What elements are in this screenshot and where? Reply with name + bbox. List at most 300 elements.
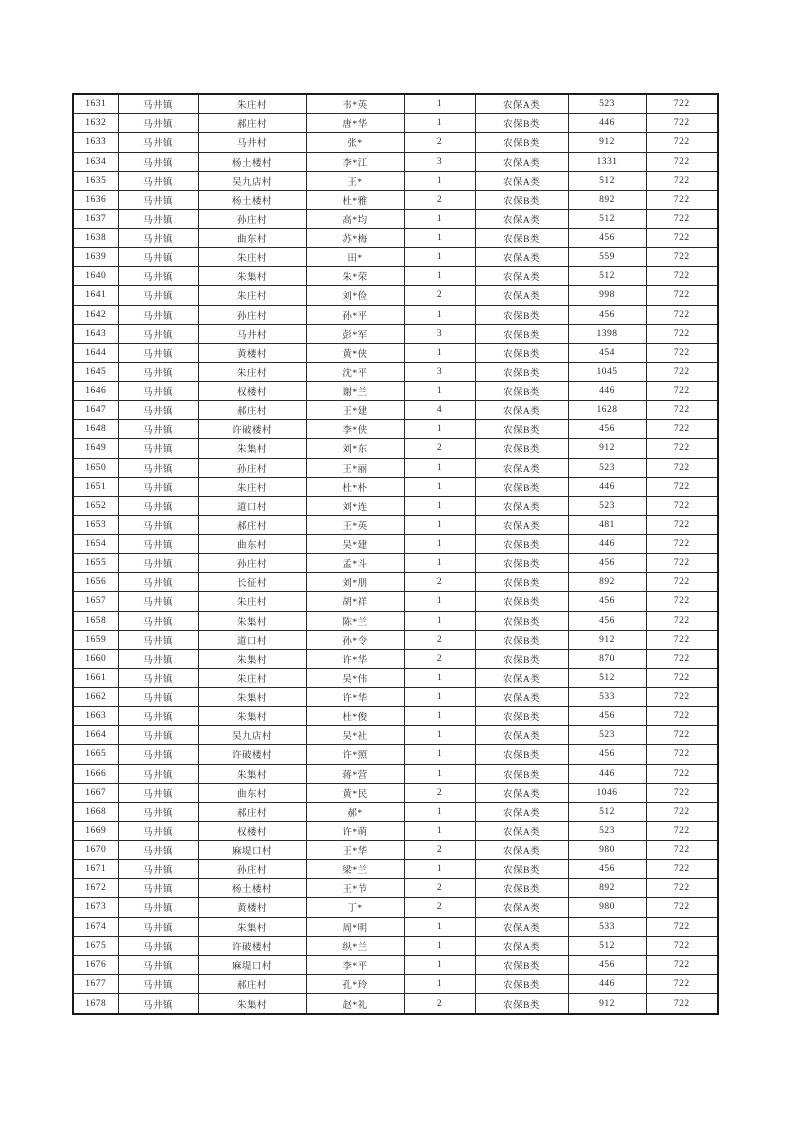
cell-standard: 722: [646, 611, 718, 630]
cell-serial: 1640: [73, 267, 118, 286]
table-row: [73, 114, 718, 133]
table-row: [73, 286, 718, 305]
cell-village: 朱集村: [198, 917, 306, 936]
cell-count: 1: [404, 745, 475, 764]
cell-standard: 722: [646, 362, 718, 381]
cell-name: 黄*侠: [306, 343, 404, 362]
cell-serial: 1658: [73, 611, 118, 630]
cell-count: 2: [404, 898, 475, 917]
cell-serial: 1654: [73, 535, 118, 554]
cell-amount: 456: [568, 592, 646, 611]
cell-name: 朱*荣: [306, 267, 404, 286]
cell-name: 李*侠: [306, 420, 404, 439]
cell-count: 3: [404, 324, 475, 343]
cell-town: 马井镇: [118, 286, 198, 305]
cell-name: 许*华: [306, 649, 404, 668]
cell-category: 农保B类: [475, 133, 568, 152]
cell-name: 许*照: [306, 745, 404, 764]
cell-category: 农保A类: [475, 821, 568, 840]
cell-standard: 722: [646, 649, 718, 668]
cell-standard: 722: [646, 439, 718, 458]
cell-name: 刘*俭: [306, 286, 404, 305]
cell-name: 苏*梅: [306, 229, 404, 248]
cell-town: 马井镇: [118, 171, 198, 190]
cell-amount: 998: [568, 286, 646, 305]
cell-name: 王*: [306, 171, 404, 190]
cell-category: 农保A类: [475, 841, 568, 860]
cell-name: 郝*: [306, 802, 404, 821]
cell-amount: 512: [568, 209, 646, 228]
cell-serial: 1653: [73, 515, 118, 534]
cell-town: 马井镇: [118, 382, 198, 401]
cell-amount: 523: [568, 726, 646, 745]
table-row: [73, 860, 718, 879]
cell-serial: 1673: [73, 898, 118, 917]
cell-count: 1: [404, 209, 475, 228]
cell-village: 马井村: [198, 133, 306, 152]
cell-name: 梁*兰: [306, 860, 404, 879]
cell-town: 马井镇: [118, 726, 198, 745]
cell-standard: 722: [646, 286, 718, 305]
cell-serial: 1643: [73, 324, 118, 343]
cell-town: 马井镇: [118, 133, 198, 152]
cell-count: 1: [404, 974, 475, 993]
cell-serial: 1670: [73, 841, 118, 860]
cell-amount: 1046: [568, 783, 646, 802]
cell-amount: 446: [568, 114, 646, 133]
cell-name: 吴*伟: [306, 668, 404, 687]
cell-amount: 912: [568, 439, 646, 458]
cell-standard: 722: [646, 420, 718, 439]
cell-category: 农保A类: [475, 917, 568, 936]
cell-village: 杨土楼村: [198, 152, 306, 171]
table-row: [73, 477, 718, 496]
cell-village: 朱集村: [198, 649, 306, 668]
cell-village: 朱集村: [198, 707, 306, 726]
cell-count: 2: [404, 879, 475, 898]
cell-village: 杨土楼村: [198, 879, 306, 898]
cell-standard: 722: [646, 496, 718, 515]
cell-serial: 1660: [73, 649, 118, 668]
cell-count: 2: [404, 133, 475, 152]
cell-serial: 1650: [73, 458, 118, 477]
cell-count: 1: [404, 917, 475, 936]
cell-standard: 722: [646, 821, 718, 840]
cell-category: 农保B类: [475, 114, 568, 133]
cell-amount: 456: [568, 229, 646, 248]
cell-serial: 1632: [73, 114, 118, 133]
cell-town: 马井镇: [118, 267, 198, 286]
cell-name: 王*英: [306, 515, 404, 534]
table-row: [73, 898, 718, 917]
table-row: [73, 305, 718, 324]
cell-count: 2: [404, 841, 475, 860]
cell-amount: 523: [568, 496, 646, 515]
cell-serial: 1631: [73, 94, 118, 114]
cell-amount: 523: [568, 458, 646, 477]
cell-standard: 722: [646, 764, 718, 783]
cell-category: 农保B类: [475, 305, 568, 324]
cell-serial: 1677: [73, 974, 118, 993]
table-row: [73, 362, 718, 381]
cell-serial: 1667: [73, 783, 118, 802]
cell-standard: 722: [646, 879, 718, 898]
cell-serial: 1644: [73, 343, 118, 362]
cell-name: 杜*俊: [306, 707, 404, 726]
cell-town: 马井镇: [118, 745, 198, 764]
table-row: [73, 382, 718, 401]
cell-town: 马井镇: [118, 535, 198, 554]
cell-amount: 446: [568, 974, 646, 993]
cell-serial: 1634: [73, 152, 118, 171]
cell-village: 朱集村: [198, 688, 306, 707]
cell-category: 农保B类: [475, 535, 568, 554]
cell-village: 朱集村: [198, 764, 306, 783]
cell-village: 权楼村: [198, 821, 306, 840]
cell-standard: 722: [646, 592, 718, 611]
cell-town: 马井镇: [118, 190, 198, 209]
cell-amount: 533: [568, 688, 646, 707]
table-row: [73, 267, 718, 286]
cell-name: 王*华: [306, 841, 404, 860]
cell-amount: 456: [568, 305, 646, 324]
cell-count: 1: [404, 343, 475, 362]
cell-amount: 533: [568, 917, 646, 936]
cell-town: 马井镇: [118, 841, 198, 860]
cell-town: 马井镇: [118, 458, 198, 477]
cell-village: 朱集村: [198, 611, 306, 630]
cell-category: 农保B类: [475, 382, 568, 401]
table-row: [73, 726, 718, 745]
cell-amount: 1398: [568, 324, 646, 343]
cell-standard: 722: [646, 955, 718, 974]
cell-amount: 523: [568, 821, 646, 840]
cell-name: 王*建: [306, 401, 404, 420]
cell-town: 马井镇: [118, 955, 198, 974]
cell-standard: 722: [646, 707, 718, 726]
cell-village: 孙庄村: [198, 458, 306, 477]
cell-standard: 722: [646, 152, 718, 171]
table-row: [73, 745, 718, 764]
cell-name: 唐*华: [306, 114, 404, 133]
cell-name: 王*节: [306, 879, 404, 898]
cell-town: 马井镇: [118, 248, 198, 267]
cell-category: 农保B类: [475, 229, 568, 248]
cell-category: 农保B类: [475, 974, 568, 993]
cell-amount: 512: [568, 802, 646, 821]
cell-count: 1: [404, 764, 475, 783]
cell-village: 道口村: [198, 630, 306, 649]
cell-village: 曲东村: [198, 229, 306, 248]
cell-village: 郝庄村: [198, 114, 306, 133]
table-row: [73, 573, 718, 592]
cell-amount: 512: [568, 267, 646, 286]
cell-town: 马井镇: [118, 649, 198, 668]
cell-standard: 722: [646, 171, 718, 190]
cell-name: 黄*民: [306, 783, 404, 802]
cell-town: 马井镇: [118, 936, 198, 955]
cell-standard: 722: [646, 573, 718, 592]
cell-count: 1: [404, 936, 475, 955]
cell-amount: 1628: [568, 401, 646, 420]
cell-town: 马井镇: [118, 802, 198, 821]
cell-amount: 454: [568, 343, 646, 362]
cell-count: 1: [404, 458, 475, 477]
cell-town: 马井镇: [118, 343, 198, 362]
cell-count: 1: [404, 554, 475, 573]
table-row: [73, 649, 718, 668]
cell-town: 马井镇: [118, 688, 198, 707]
cell-village: 杨土楼村: [198, 190, 306, 209]
cell-amount: 892: [568, 879, 646, 898]
cell-category: 农保A类: [475, 802, 568, 821]
cell-town: 马井镇: [118, 324, 198, 343]
cell-category: 农保B类: [475, 477, 568, 496]
cell-amount: 512: [568, 668, 646, 687]
table-row: [73, 611, 718, 630]
cell-name: 谢*兰: [306, 382, 404, 401]
cell-category: 农保B类: [475, 649, 568, 668]
cell-amount: 456: [568, 611, 646, 630]
cell-serial: 1647: [73, 401, 118, 420]
cell-count: 1: [404, 611, 475, 630]
cell-village: 朱庄村: [198, 248, 306, 267]
cell-count: 3: [404, 362, 475, 381]
cell-serial: 1651: [73, 477, 118, 496]
cell-category: 农保B类: [475, 362, 568, 381]
cell-name: 孟*斗: [306, 554, 404, 573]
cell-amount: 512: [568, 936, 646, 955]
cell-standard: 722: [646, 229, 718, 248]
cell-name: 杜*雅: [306, 190, 404, 209]
cell-village: 朱庄村: [198, 362, 306, 381]
cell-standard: 722: [646, 382, 718, 401]
cell-standard: 722: [646, 267, 718, 286]
cell-serial: 1666: [73, 764, 118, 783]
cell-town: 马井镇: [118, 515, 198, 534]
cell-town: 马井镇: [118, 764, 198, 783]
cell-category: 农保B类: [475, 439, 568, 458]
cell-count: 1: [404, 114, 475, 133]
cell-standard: 722: [646, 554, 718, 573]
cell-count: 1: [404, 955, 475, 974]
cell-village: 孙庄村: [198, 305, 306, 324]
cell-serial: 1639: [73, 248, 118, 267]
cell-standard: 722: [646, 248, 718, 267]
cell-name: 蒋*营: [306, 764, 404, 783]
cell-village: 孙庄村: [198, 554, 306, 573]
table-row: [73, 458, 718, 477]
cell-count: 2: [404, 286, 475, 305]
cell-category: 农保A类: [475, 248, 568, 267]
table-row: [73, 917, 718, 936]
cell-town: 马井镇: [118, 879, 198, 898]
cell-village: 许破楼村: [198, 420, 306, 439]
cell-town: 马井镇: [118, 362, 198, 381]
table-row: [73, 994, 718, 1014]
cell-serial: 1661: [73, 668, 118, 687]
table-row: [73, 152, 718, 171]
table-row: [73, 936, 718, 955]
cell-standard: 722: [646, 898, 718, 917]
cell-count: 1: [404, 592, 475, 611]
cell-count: 1: [404, 420, 475, 439]
cell-name: 韦*英: [306, 94, 404, 114]
cell-village: 许破楼村: [198, 745, 306, 764]
cell-serial: 1637: [73, 209, 118, 228]
cell-town: 马井镇: [118, 974, 198, 993]
cell-standard: 722: [646, 994, 718, 1014]
cell-standard: 722: [646, 668, 718, 687]
cell-town: 马井镇: [118, 783, 198, 802]
cell-category: 农保B类: [475, 611, 568, 630]
cell-name: 周*明: [306, 917, 404, 936]
cell-count: 2: [404, 783, 475, 802]
table-row: [73, 764, 718, 783]
cell-amount: 456: [568, 554, 646, 573]
cell-category: 农保A类: [475, 94, 568, 114]
cell-count: 1: [404, 668, 475, 687]
cell-village: 黄楼村: [198, 898, 306, 917]
cell-serial: 1671: [73, 860, 118, 879]
cell-count: 1: [404, 382, 475, 401]
cell-count: 1: [404, 726, 475, 745]
table-row: [73, 554, 718, 573]
cell-standard: 722: [646, 974, 718, 993]
cell-standard: 722: [646, 936, 718, 955]
cell-count: 1: [404, 496, 475, 515]
cell-count: 3: [404, 152, 475, 171]
table-row: [73, 821, 718, 840]
cell-amount: 512: [568, 171, 646, 190]
cell-name: 丁*: [306, 898, 404, 917]
cell-town: 马井镇: [118, 209, 198, 228]
cell-village: 权楼村: [198, 382, 306, 401]
cell-standard: 722: [646, 401, 718, 420]
table-row: [73, 133, 718, 152]
cell-standard: 722: [646, 94, 718, 114]
cell-village: 孙庄村: [198, 860, 306, 879]
cell-amount: 1045: [568, 362, 646, 381]
cell-village: 朱庄村: [198, 94, 306, 114]
cell-amount: 912: [568, 630, 646, 649]
cell-category: 农保B类: [475, 554, 568, 573]
cell-count: 1: [404, 802, 475, 821]
cell-town: 马井镇: [118, 994, 198, 1014]
cell-town: 马井镇: [118, 898, 198, 917]
cell-category: 农保A类: [475, 783, 568, 802]
table-row: [73, 955, 718, 974]
cell-town: 马井镇: [118, 707, 198, 726]
cell-serial: 1665: [73, 745, 118, 764]
cell-name: 张*: [306, 133, 404, 152]
cell-count: 1: [404, 94, 475, 114]
cell-serial: 1656: [73, 573, 118, 592]
cell-count: 1: [404, 267, 475, 286]
cell-category: 农保A类: [475, 401, 568, 420]
cell-name: 吴*社: [306, 726, 404, 745]
cell-serial: 1663: [73, 707, 118, 726]
cell-category: 农保A类: [475, 171, 568, 190]
cell-standard: 722: [646, 688, 718, 707]
cell-town: 马井镇: [118, 114, 198, 133]
table-row: [73, 94, 718, 114]
cell-name: 孙*令: [306, 630, 404, 649]
cell-amount: 870: [568, 649, 646, 668]
cell-amount: 892: [568, 190, 646, 209]
cell-name: 刘*连: [306, 496, 404, 515]
cell-category: 农保A类: [475, 688, 568, 707]
cell-standard: 722: [646, 190, 718, 209]
cell-name: 杜*朴: [306, 477, 404, 496]
cell-village: 朱集村: [198, 994, 306, 1014]
cell-serial: 1662: [73, 688, 118, 707]
cell-name: 田*: [306, 248, 404, 267]
table-row: [73, 209, 718, 228]
cell-village: 曲东村: [198, 535, 306, 554]
table-row: [73, 535, 718, 554]
cell-count: 1: [404, 477, 475, 496]
cell-category: 农保B类: [475, 860, 568, 879]
table-row: [73, 630, 718, 649]
cell-town: 马井镇: [118, 477, 198, 496]
cell-town: 马井镇: [118, 860, 198, 879]
cell-serial: 1675: [73, 936, 118, 955]
table-row: [73, 783, 718, 802]
cell-category: 农保A类: [475, 286, 568, 305]
table-row: [73, 324, 718, 343]
cell-count: 1: [404, 860, 475, 879]
cell-count: 1: [404, 515, 475, 534]
cell-serial: 1646: [73, 382, 118, 401]
cell-town: 马井镇: [118, 420, 198, 439]
cell-name: 沈*平: [306, 362, 404, 381]
cell-count: 2: [404, 573, 475, 592]
cell-name: 陈*兰: [306, 611, 404, 630]
cell-amount: 456: [568, 707, 646, 726]
cell-standard: 722: [646, 726, 718, 745]
cell-name: 刘*东: [306, 439, 404, 458]
table-body: [73, 94, 718, 1014]
cell-village: 郝庄村: [198, 802, 306, 821]
cell-town: 马井镇: [118, 496, 198, 515]
cell-name: 李*平: [306, 955, 404, 974]
table-row: [73, 515, 718, 534]
cell-count: 1: [404, 688, 475, 707]
cell-amount: 446: [568, 382, 646, 401]
cell-amount: 559: [568, 248, 646, 267]
cell-category: 农保B类: [475, 994, 568, 1014]
cell-count: 2: [404, 649, 475, 668]
cell-count: 1: [404, 821, 475, 840]
cell-town: 马井镇: [118, 592, 198, 611]
cell-serial: 1641: [73, 286, 118, 305]
cell-standard: 722: [646, 917, 718, 936]
cell-serial: 1652: [73, 496, 118, 515]
cell-count: 1: [404, 248, 475, 267]
cell-town: 马井镇: [118, 152, 198, 171]
cell-standard: 722: [646, 860, 718, 879]
cell-serial: 1676: [73, 955, 118, 974]
cell-count: 2: [404, 439, 475, 458]
cell-standard: 722: [646, 535, 718, 554]
cell-town: 马井镇: [118, 630, 198, 649]
table-row: [73, 592, 718, 611]
cell-category: 农保B类: [475, 745, 568, 764]
cell-serial: 1655: [73, 554, 118, 573]
cell-count: 1: [404, 171, 475, 190]
cell-standard: 722: [646, 114, 718, 133]
